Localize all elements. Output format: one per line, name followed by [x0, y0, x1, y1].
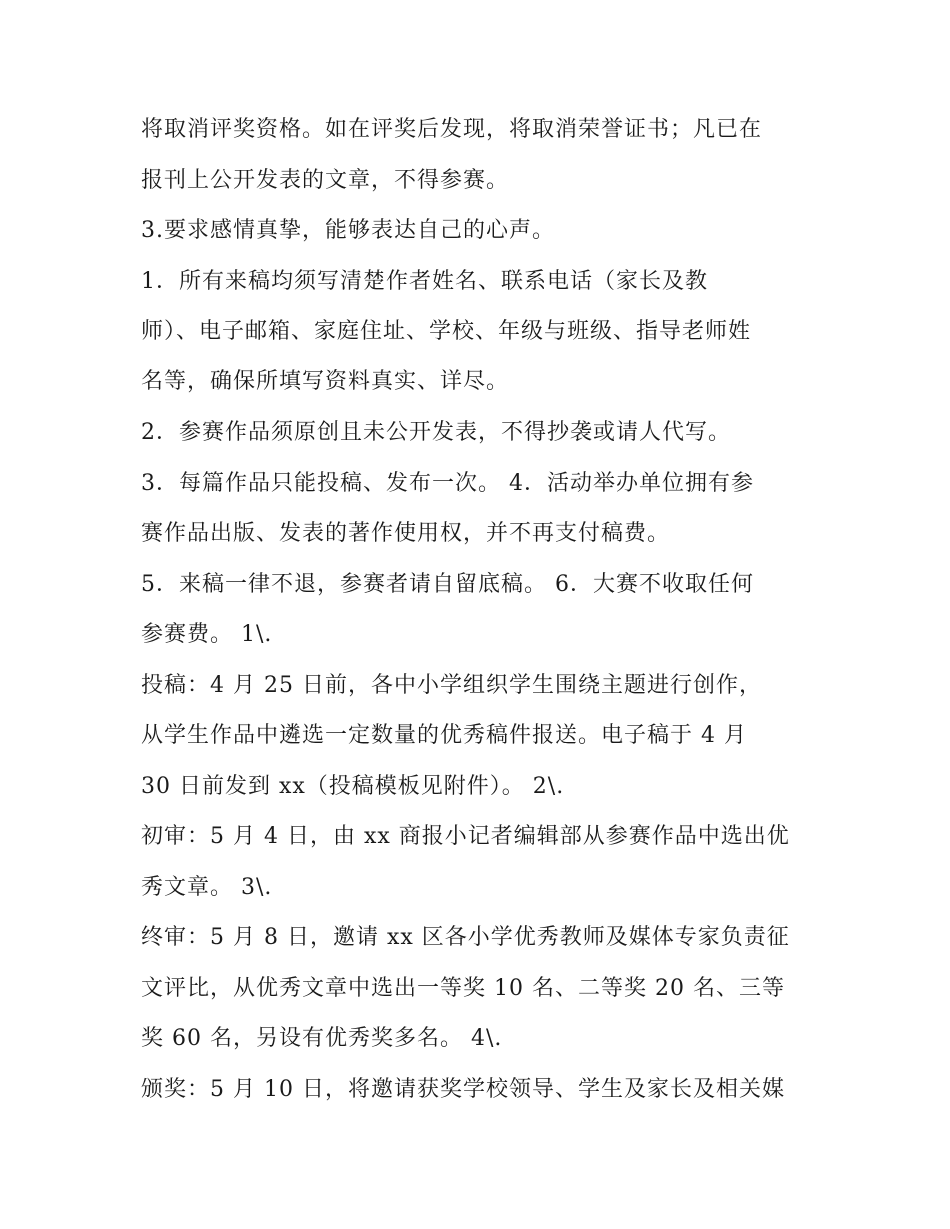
text-line: 文评比，从优秀文章中选出一等奖 10 名、二等奖 20 名、三等 [141, 976, 785, 1001]
text-line: 名等，确保所填写资料真实、详尽。 [141, 369, 510, 394]
text-line: 1．所有来稿均须写清楚作者姓名、联系电话（家长及教 [141, 269, 708, 294]
text-line: 颁奖：5 月 10 日，将邀请获奖学校领导、学生及家长及相关媒 [141, 1077, 785, 1102]
text-line: 终审：5 月 8 日，邀请 xx 区各小学优秀教师及媒体专家负责征 [141, 925, 790, 950]
text-line: 参赛费。 1\. [141, 622, 273, 647]
text-line: 师）、电子邮箱、家庭住址、学校、年级与班级、指导老师姓 [141, 319, 752, 344]
text-line: 将取消评奖资格。如在评奖后发现，将取消荣誉证书；凡已在 [141, 117, 763, 142]
text-line: 3．每篇作品只能投稿、发布一次。 4．活动举办单位拥有参 [141, 471, 754, 496]
text-line: 5．来稿一律不退，参赛者请自留底稿。 6．大赛不收取任何 [141, 572, 754, 597]
text-line: 奖 60 名，另设有优秀奖多名。 4\. [141, 1026, 503, 1051]
text-line: 投稿：4 月 25 日前，各中小学组织学生围绕主题进行创作， [141, 673, 762, 698]
text-line: 初审：5 月 4 日，由 xx 商报小记者编辑部从参赛作品中选出优 [141, 824, 790, 849]
text-line: 报刊上公开发表的文章，不得参赛。 [141, 168, 510, 193]
text-line: 秀文章。 3\. [141, 875, 273, 900]
text-line: 30 日前发到 xx（投稿模板见附件）。 2\. [141, 774, 565, 799]
text-line: 2．参赛作品须原创且未公开发表，不得抄袭或请人代写。 [141, 420, 731, 445]
text-line: 3.要求感情真挚，能够表达自己的心声。 [141, 218, 555, 243]
text-line: 从学生作品中遴选一定数量的优秀稿件报送。电子稿于 4 月 [141, 723, 747, 748]
text-line: 赛作品出版、发表的著作使用权，并不再支付稿费。 [141, 521, 671, 546]
